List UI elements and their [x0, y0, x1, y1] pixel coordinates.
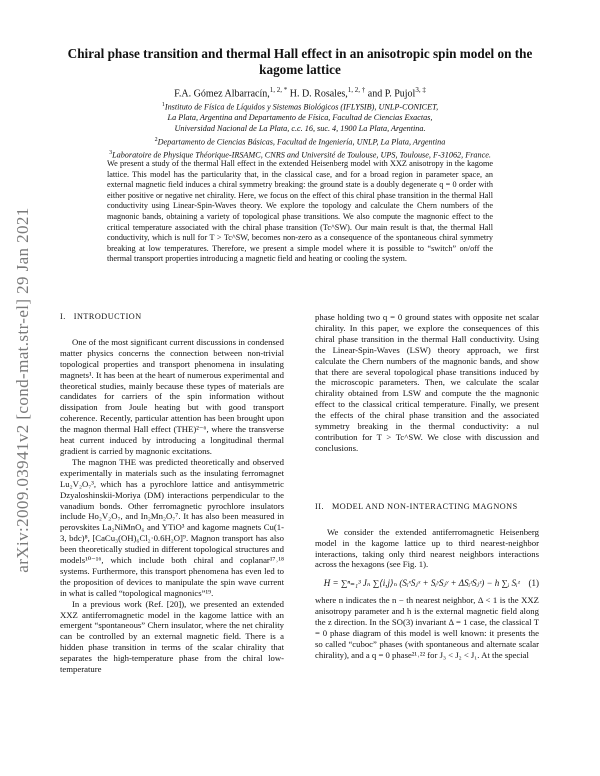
- section-number: I.: [60, 312, 66, 321]
- body-paragraph: One of the most significant current discussions in condensed matter physics concerns the connection between non-trivial topological properties and transport phenomena in insulating magnets¹. It has been at the heart of numerous experimental and theoretical studies, mainly because these types of materials are candidates for carriers of the spin information without dissipation from Joule heating but with good transport coherence. Recently, particular attention has been brought upon the magnon thermal Hall effect (THE)²⁻⁶, where the transverse heat current induced by introducing a longitudinal thermal gradient is carried by magnonic excitations.: [60, 336, 284, 456]
- arxiv-identifier-stamp: [10, 190, 36, 590]
- body-paragraph: where n indicates the n − th nearest neighbor, Δ < 1 is the XXZ anisotropy parameter and h is the external magnetic field along the z direction. In the SO(3) invariant Δ = 1 case, the classical T = 0 phase diagram of this model is well known: it presents the so called “cuboc” phases (with spontaneous and alternate scalar chirality), and a q = 0 phase²¹˒²² for J₃ < J₂ < J₁. At the special: [315, 595, 539, 660]
- section-heading-model: [315, 502, 539, 513]
- affiliation-mark: 1: [161, 102, 165, 108]
- section-number: II.: [315, 501, 324, 511]
- body-paragraph: In a previous work (Ref. [20]), we presented an extended XXZ antiferromagnetic model in the kagome lattice with an emergent “spontaneous” Chern insulator, where the net chirality can be controlled by an external magnetic field. There is a hidden phase transition in terms of the scalar chirality that separates the high-temperature phase from the chiral low-temperature: [60, 598, 284, 675]
- right-column: [315, 312, 539, 661]
- equation-number: (1): [528, 578, 539, 589]
- author-affiliation-mark: 3, ‡: [415, 86, 426, 94]
- affiliation-block: [60, 100, 540, 162]
- paper-title: Chiral phase transition and thermal Hall effect in an anisotropic spin model on the kagome lattice: [67, 46, 533, 77]
- affiliation-text: Instituto de Física de Líquidos y Sistemas Biológicos (IFLYSIB), UNLP-CONICET,: [164, 102, 439, 112]
- equation-body: H = ∑ⁿ₌₁³ Jₙ ∑⟨i,j⟩ₙ (SᵢˣSⱼˣ + SᵢʸSⱼʸ + ΔSᵢᶻSⱼᶻ) − h ∑ᵢ Sᵢᶻ: [323, 578, 520, 589]
- author-affiliation-mark: 1, 2, *: [269, 86, 288, 94]
- affiliation-text: Laboratoire de Physique Théorique-IRSAMC, CNRS and Université de Toulouse, UPS, Toulouse, F-31062, France.: [112, 151, 491, 161]
- affiliation-text: La Plata, Argentina and Departamento de Física, Facultad de Ciencias Exactas,: [167, 113, 433, 123]
- author-name: H. D. Rosales,: [289, 88, 348, 100]
- affiliation-line: [60, 124, 540, 135]
- hamiltonian-equation: [315, 578, 539, 589]
- author-list: [60, 86, 540, 99]
- author-affiliation-mark: 1, 2, †: [347, 86, 366, 94]
- abstract: We present a study of the thermal Hall effect in the extended Heisenberg model with XXZ anisotropy in the kagome lattice. This model has the particularity that, in the classical case, and for a broad region in parameter space, an external magnetic field induces a chiral symmetry breaking: the ground state is a doubly degenerate q = 0 order with either positive or negative net chirality. Here, we focus on the effect of this chiral phase transition in the thermal Hall conductivity using Linear-Spin-Waves theory. We explore the topology and calculate the Chern numbers of the magnonic bands, obtaining a variety of topological phase transitions. We also compute the magnonic effect to the critical temperature associated with the chiral phase transition (Tc^SW). Our main result is that, the thermal Hall conductivity, which is null for T > Tc^SW, becomes non-zero as a consequence of the spontaneous chiral symmetry breaking at low temperatures. Therefore, we present a simple model where it is possible to “switch” on/off the thermal transport properties introducing a magnetic field and heating or cooling the system.: [107, 159, 493, 264]
- affiliation-line: [60, 113, 540, 124]
- affiliation-mark: 3: [109, 150, 113, 157]
- arxiv-identifier-text: arXiv:2009.03941v2 [cond-mat.str-el] 29 Jan 2021: [13, 207, 32, 573]
- section-heading-introduction: [60, 312, 284, 323]
- body-paragraph: phase holding two q = 0 ground states with opposite net scalar chirality. In this paper, we explore the consequences of this chiral phase transition in the thermal Hall conductivity. Using the Linear-Spin-Waves (LSW) theory approach, we first calculate the Chern numbers of the magnonic bands, and show that there are several topological phase transitions induced by the microscopic parameters. Then, we calculate the scalar chirality obtained from LSW and compute the the magnonic effect to the classical critical temperature. Finally, we present the effects of the chiral phase transition and the associated symmetry breaking in the thermal conductivity: a nul contribution for T > Tc^SW. We close with discussion and conclusions.: [315, 312, 539, 453]
- author-name: and P. Pujol: [367, 88, 416, 100]
- affiliation-line: [60, 135, 540, 148]
- section-title: INTRODUCTION: [73, 312, 142, 321]
- author-name: F.A. Gómez Albarracín,: [174, 88, 270, 100]
- section-title: MODEL AND NON-INTERACTING MAGNONS: [332, 501, 518, 511]
- affiliation-line: [60, 100, 540, 113]
- body-paragraph: The magnon THE was predicted theoretically and observed experimentally in materials such as the insulating ferromagnet Lu₂V₂O₇³, which has a pyrochlore lattice and antisymmetric Dzyaloshinskii-Moriya (DM) interactions perpendicular to the vanadium bonds. Other ferromagnetic pyrochlore insulators include Ho₂V₂O₇, and In₂Mn₂O₇⁷. It has also been measured in perovskites La₂NiMnO₆ and YTiO³ and kagome magnets Cu(1-3, bdc)⁸, [CaCu₃(OH)₆Cl₂·0.6H₂O]⁹. Magnon transport has also been theoretically studied in different topological structures and models¹⁰⁻¹⁶, which include both chiral and coplanar¹⁷˒¹⁸ systems. Furthermore, this transport phenomena has even led to the proposition of devices to manipulate the spin wave current in what is called “topological magnonics”¹⁹.: [60, 456, 284, 598]
- left-column: [60, 312, 284, 675]
- affiliation-text: Departamento de Ciencias Básicas, Facultad de Ingeniería, UNLP, La Plata, Argentina: [157, 137, 446, 147]
- affiliation-text: Universidad Nacional de La Plata, c.c. 16, suc. 4, 1900 La Plata, Argentina.: [174, 124, 426, 134]
- body-paragraph: We consider the extended antiferromagnetic Heisenberg model in the kagome lattice up to third nearest-neighbor interactions, taking only third nearest neighbors interactions across the hexagons (see Fig. 1).: [315, 526, 539, 570]
- affiliation-mark: 2: [154, 136, 158, 143]
